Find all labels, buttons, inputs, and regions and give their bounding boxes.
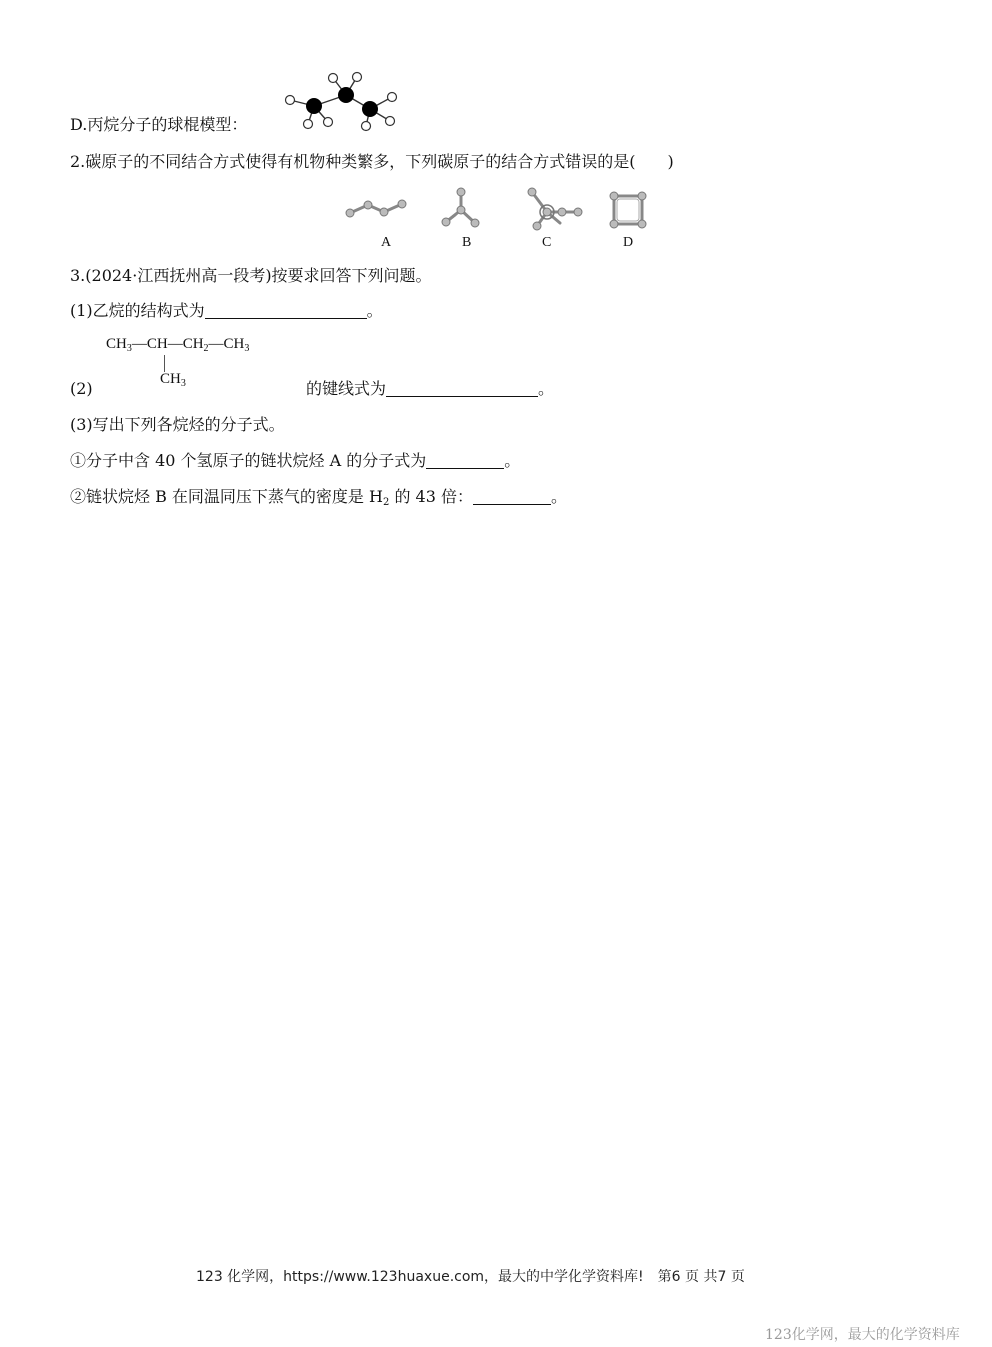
option-b-label: B xyxy=(462,235,472,250)
question-2-stem: 2.碳原子的不同结合方式使得有机物种类繁多，下列碳原子的结合方式错误的是( ) xyxy=(70,152,674,171)
formula-vertical-bond xyxy=(164,355,165,372)
q3-part2-answer-blank[interactable] xyxy=(386,380,538,397)
q3-part3b-end: 。 xyxy=(550,487,567,506)
q3-part1-end: 。 xyxy=(366,301,383,320)
q3-part1-answer-blank[interactable] xyxy=(205,302,367,319)
option-d-label: D xyxy=(623,235,634,250)
formula-ch: CH xyxy=(146,336,168,352)
option-c-label: C xyxy=(542,235,552,250)
q3-part3b xyxy=(70,486,567,508)
q3-part3a-end: 。 xyxy=(504,451,521,470)
formula-ch3-right: $CH_3$ xyxy=(223,336,250,354)
carbon-ring-d-figure xyxy=(606,188,656,238)
q3-part2 xyxy=(306,378,554,400)
q3-part2-text: 的键线式为 xyxy=(306,379,387,398)
q3-part3a-text: ①分子中含 40 个氢原子的链状烷烃 A 的分子式为 xyxy=(70,451,427,470)
q3-part3b-subscript: 2 xyxy=(382,497,390,508)
carbon-cross-c-figure xyxy=(520,185,590,235)
watermark-text: 123化学网，最大的化学资料库 xyxy=(765,1327,960,1343)
q3-part3a-answer-blank[interactable] xyxy=(426,452,504,469)
option-a-label: A xyxy=(381,235,392,250)
q3-part3-text: (3)写出下列各烷烃的分子式。 xyxy=(70,415,285,434)
structural-formula-main-chain xyxy=(106,336,249,353)
page-footer: 123 化学网，https://www.123huaxue.com，最大的中学化学资料库! 第6 页 共7 页 xyxy=(196,1269,745,1285)
carbon-branched-b-figure xyxy=(440,186,490,236)
propane-ball-stick-model xyxy=(280,68,410,138)
question-3-stem: 3.(2024·江西抚州高一段考)按要求回答下列问题。 xyxy=(70,266,432,285)
q3-part3b-text: ②链状烷烃 B 在同温同压下蒸气的密度是 H xyxy=(70,487,383,506)
formula-ch2: $CH_2$ xyxy=(182,336,209,354)
q3-part3b-rest: 的 43 倍： xyxy=(389,487,473,506)
q3-part3a xyxy=(70,450,520,472)
formula-ch3-left: $CH_3$ xyxy=(106,336,132,354)
formula-bond: — xyxy=(208,336,224,352)
formula-bond: — xyxy=(131,336,147,352)
q3-part3b-answer-blank[interactable] xyxy=(473,488,551,505)
option-d-text: D.丙烷分子的球棍模型： xyxy=(70,115,248,134)
carbon-chain-a-figure xyxy=(342,194,422,224)
q3-part2-end: 。 xyxy=(538,379,555,398)
formula-bond: — xyxy=(167,336,183,352)
q3-part1 xyxy=(70,300,383,322)
formula-ch3-branch: $CH_3$ xyxy=(160,371,186,389)
q3-part2-label: (2) xyxy=(70,379,93,398)
q3-part1-text: (1)乙烷的结构式为 xyxy=(70,301,205,320)
